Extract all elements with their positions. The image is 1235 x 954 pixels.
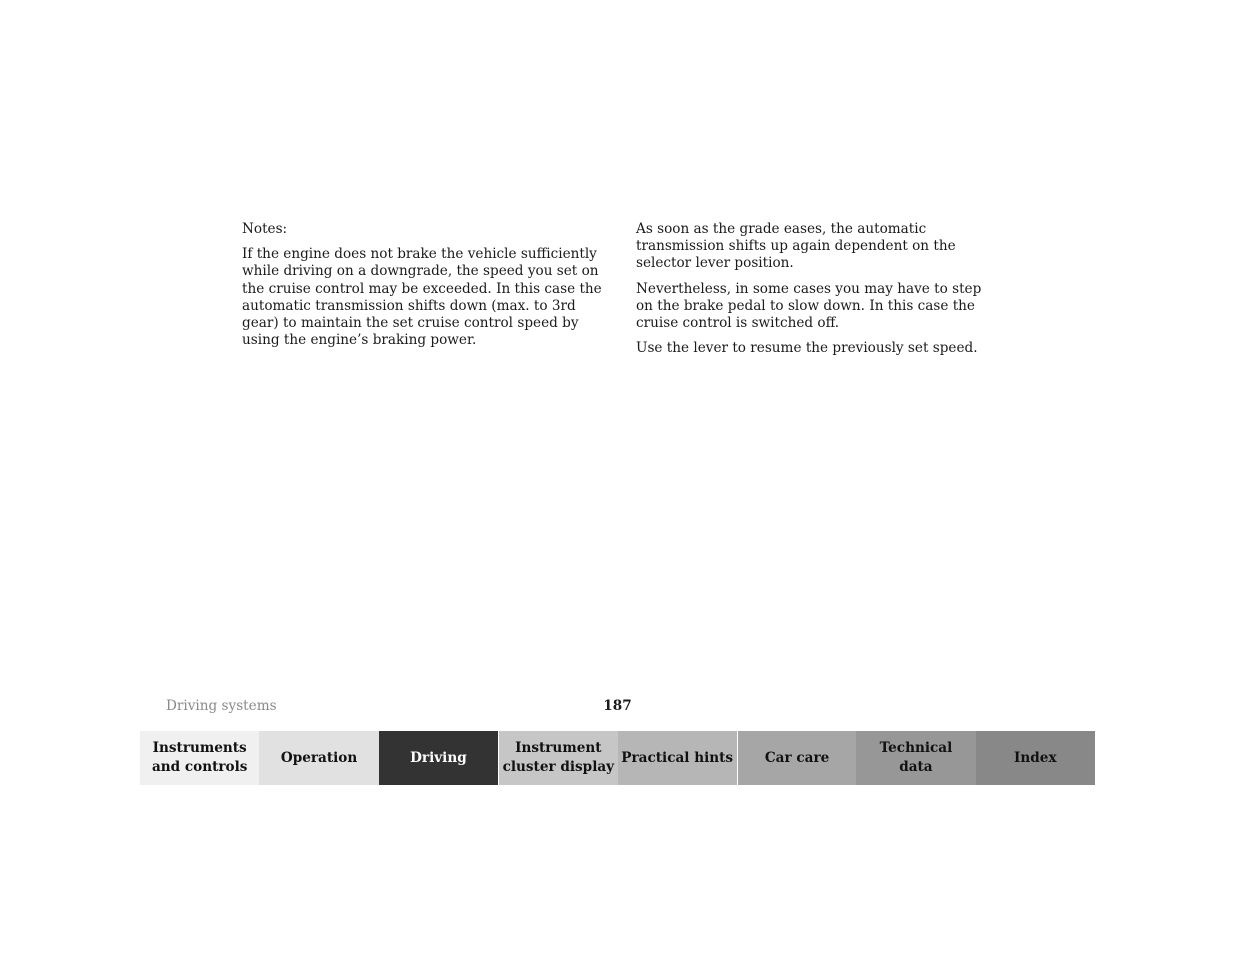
brake-pedal-paragraph: Nevertheless, in some cases you may have to step on the brake pedal to slow down. In this case the cruise control is switched off. [636, 280, 982, 332]
tab-instrument-cluster-display[interactable] [498, 731, 617, 785]
left-text-column [242, 221, 604, 357]
tab-car-care[interactable] [737, 731, 856, 785]
tab-label: Index [1014, 749, 1057, 766]
tab-label: Technical data [879, 740, 953, 775]
tab-label: Instruments and controls [151, 740, 248, 775]
right-text-column [636, 221, 1002, 365]
notes-paragraph: If the engine does not brake the vehicle sufficiently while driving on a downgrade, the speed you set on the cruise control may be exceeded. In this case the automatic transmission shifts down (max. to 3rd gear) to maintain the set cruise control speed by using the engine’s braking power. [242, 246, 602, 349]
tab-label: Operation [280, 749, 358, 766]
resume-speed-paragraph: Use the lever to resume the previously set speed. [636, 340, 978, 357]
notes-heading: Notes: [242, 221, 288, 237]
tab-label: Practical hints [621, 749, 734, 766]
grade-eases-paragraph: As soon as the grade eases, the automatic transmission shifts up again dependent on the selector lever position. [636, 221, 956, 272]
tab-practical-hints[interactable] [618, 731, 737, 785]
tab-label: Car care [764, 749, 830, 766]
tab-index[interactable] [976, 731, 1095, 785]
section-label: Driving systems [166, 698, 277, 714]
tab-instruments-and-controls[interactable] [140, 731, 259, 785]
tab-label: Driving [410, 749, 467, 766]
tab-driving[interactable] [379, 731, 498, 785]
tab-technical-data[interactable] [856, 731, 975, 785]
tab-label: Instrument cluster display [502, 740, 615, 775]
chapter-tab-bar [140, 731, 1095, 785]
page-number: 187 [603, 698, 632, 714]
tab-operation[interactable] [259, 731, 378, 785]
